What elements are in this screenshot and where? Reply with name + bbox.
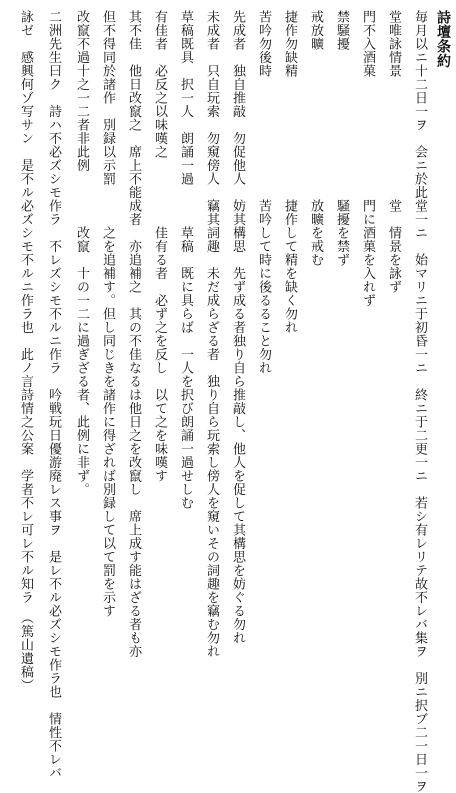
text-column-9: 未成者 只自玩索 勿窺傍人 竊其詞趣 未だ成らざる者 独り自ら玩索し傍人を窺いその詞趣を竊む勿れ (204, 10, 219, 658)
document-title: 詩壇条約 (435, 10, 451, 68)
text-column-13: 但不得同於諸作 別録以示罰 之を追補す。但し同じきを諸作に得ざれば別録して以て罰を示す (100, 10, 115, 618)
text-column-15: 二洲先生曰ク 詩ハ不必ズシモ作ラ 不レズシモ不ルニ作ラ 吟戦玩日優游廃レス事ヲ 是レ不ル必ズシモ作ラ也 情性不レバ (46, 10, 61, 780)
text-column-14: 改竄不過十之一二者非此例 改竄 十の一二に過ぎざる者、此例に非ず。 (74, 10, 89, 496)
text-column-16: 詠ゼ 感興何ゾ写サン 是不ル必ズシモ不ルニ作ラ也 此ノ言詩情之公案 学者不レ可レ不ル知ラ （篤山遺稿） (18, 10, 33, 692)
text-column-1: 毎月以ニ十二日一ヲ 会ニ於此堂一ニ 始マリニ于初昏一ニ 終ニ于二更一ニ 若シ有レリテ故不レバ集ヲ 別ニ択ブ二一日一ヲ (412, 10, 427, 793)
text-column-3: 門不入酒菓 門に酒菓を入れず (360, 10, 375, 307)
text-column-7: 苦吟勿後時 苦吟して時に後るること勿れ (256, 10, 271, 375)
text-column-11: 有佳者 必反之以味嘆之 佳有る者 必ず之を反し 以て之を味嘆す (152, 10, 167, 483)
text-column-12: 其不佳 他日改竄之 席上不能成者 亦追補之 其の不佳なるは他日之を改竄し 席上成す能はざる者も亦 (126, 10, 141, 658)
text-column-6: 捷作勿缺精 捷作して精を缺く勿れ (282, 10, 297, 334)
text-column-4: 禁騒擾 騒擾を禁ず (334, 10, 349, 267)
text-column-10: 草稿既具 択一人 朗誦一過 草稿 既に具らば 一人を択び朗誦一過せしむ (178, 10, 193, 510)
text-column-2: 堂唯詠情景 堂 情景を詠ず (386, 10, 401, 294)
text-column-5: 戒放曠 放曠を戒む (308, 10, 323, 267)
text-column-8: 先成者 独自推敲 勿促他人 妨其構思 先ず成る者独り自ら推敲し、他人を促して其構思を妨ぐる勿れ (230, 10, 245, 645)
